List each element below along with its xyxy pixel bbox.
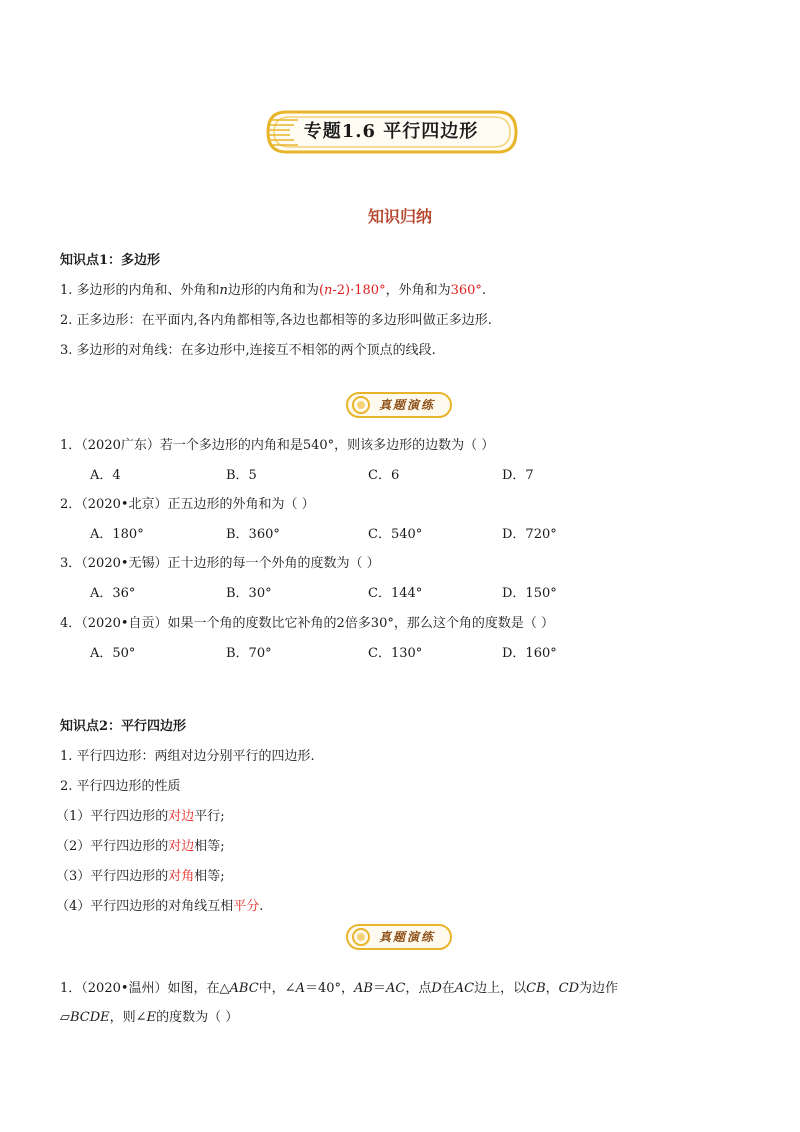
badge-label: 真题演练: [378, 930, 435, 944]
answer-option: A．50°: [90, 646, 136, 661]
kp1-heading: 知识点1：多边形: [60, 253, 161, 268]
page-title: 专题1.6 平行四边形: [303, 121, 479, 142]
answer-option: C．540°: [368, 527, 423, 542]
kp2-property3: （3）平行四边形的对角相等;: [56, 869, 225, 884]
title-banner: [262, 108, 520, 156]
practice2-q1-line2: ▱BCDE，则∠E的度数为（ ）: [60, 1010, 239, 1025]
answer-option: A．180°: [90, 527, 144, 542]
answer-option: B．5: [226, 468, 257, 483]
practice-badge-2: [345, 922, 453, 952]
kp2-item1: 1. 平行四边形：两组对边分别平行的四边形.: [60, 749, 315, 764]
section-title: 知识归纳: [367, 207, 432, 226]
answer-option: D．160°: [502, 646, 557, 661]
kp2-item2: 2. 平行四边形的性质: [60, 779, 181, 794]
kp1-item3: 3. 多边形的对角线：在多边形中,连接互不相邻的两个顶点的线段.: [60, 343, 436, 358]
answer-option: D．720°: [502, 527, 557, 542]
polygon-interior-sum-formula: (n-2)·180°: [318, 283, 386, 298]
practice2-q1-line1: 1．（2020•温州）如图，在△ABC中，∠A＝40°，AB＝AC，点D在AC边上，以CB，CD为边作: [60, 981, 619, 996]
answer-option: A．36°: [90, 586, 136, 601]
question-stem: 1．（2020广东）若一个多边形的内角和是540°，则该多边形的边数为（ ）: [60, 438, 495, 453]
answer-option: D．7: [502, 468, 534, 483]
answer-option: C．6: [368, 468, 400, 483]
kp1-item2: 2. 正多边形：在平面内,各内角都相等,各边也都相等的多边形叫做正多边形.: [60, 313, 492, 328]
answer-option: B．70°: [226, 646, 272, 661]
answer-option: B．30°: [226, 586, 272, 601]
answer-option: C．130°: [368, 646, 423, 661]
kp2-property2: （2）平行四边形的对边相等;: [56, 839, 225, 854]
question-stem: 2．（2020•北京）正五边形的外角和为（ ）: [60, 497, 315, 512]
kp2-heading: 知识点2：平行四边形: [60, 719, 187, 734]
answer-option: B．360°: [226, 527, 280, 542]
kp2-property1: （1）平行四边形的对边平行;: [56, 809, 225, 824]
exterior-sum-value: 360°: [450, 283, 482, 298]
question-stem: 3．（2020•无锡）正十边形的每一个外角的度数为（ ）: [60, 556, 380, 571]
kp2-property4: （4）平行四边形的对角线互相平分.: [56, 899, 264, 914]
kp1-item1: 1. 多边形的内角和、外角和n边形的内角和为(n-2)·180°，外角和为360°.: [60, 283, 487, 298]
badge-label: 真题演练: [378, 398, 435, 412]
answer-option: A．4: [90, 468, 121, 483]
practice-badge: [345, 390, 453, 420]
question-stem: 4．（2020•自贡）如果一个角的度数比它补角的2倍多30°，那么这个角的度数是（ ）: [60, 616, 554, 631]
answer-option: D．150°: [502, 586, 557, 601]
answer-option: C．144°: [368, 586, 423, 601]
